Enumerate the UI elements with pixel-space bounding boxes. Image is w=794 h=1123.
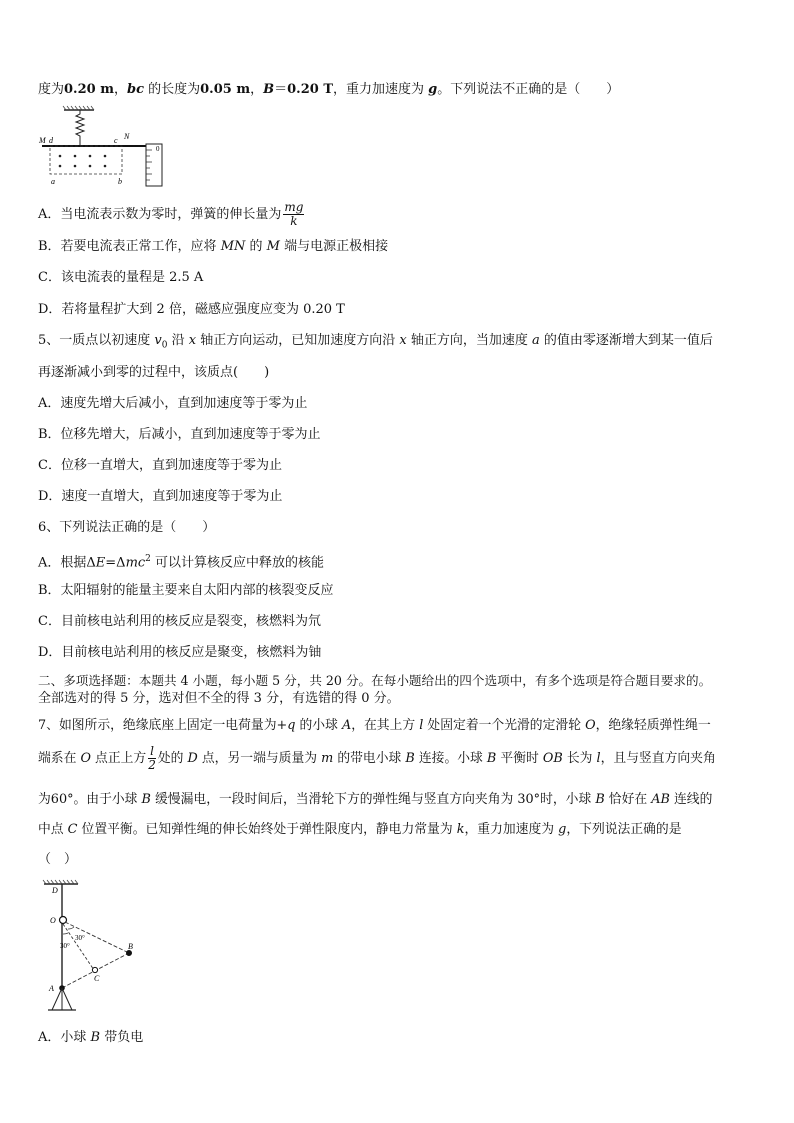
var-l: l <box>596 751 601 766</box>
label-B: B <box>128 942 133 951</box>
value-length: 0.20 m <box>64 82 114 97</box>
label-angle-30-lower: 30° <box>60 942 70 950</box>
q5-option-c: C．位移一直增大，直到加速度等于零为止 <box>38 458 282 473</box>
text: 长为 <box>562 751 597 766</box>
fraction-denominator: k <box>290 214 298 228</box>
value-field: 0.20 T <box>287 82 333 97</box>
text: 5、一质点以初速度 <box>38 333 155 348</box>
text: 中点 <box>38 822 68 837</box>
var-OB: OB <box>542 751 563 766</box>
var-l: l <box>419 718 424 733</box>
text: 为60°。由于小球 <box>38 792 142 807</box>
var-B: B <box>141 792 151 807</box>
q6-option-a <box>38 551 764 571</box>
text: 点，另一端与质量为 <box>197 751 322 766</box>
var-B: B <box>90 1030 101 1045</box>
label-O: O <box>50 916 56 925</box>
label-d: d <box>49 136 53 145</box>
text: 处的 <box>157 751 188 766</box>
fraction-l-over-2 <box>148 745 156 772</box>
label-c: c <box>114 136 118 145</box>
label-a: a <box>51 177 55 186</box>
var-B: B <box>263 82 275 97</box>
var-B: B <box>595 792 605 807</box>
q7-answer-bracket: （ ） <box>38 852 78 867</box>
var-m: m <box>321 751 334 766</box>
q4-option-d: D．若将量程扩大到 2 倍，磁感应强度应变为 0.20 T <box>38 302 345 317</box>
q4-option-b <box>38 239 764 255</box>
q7-option-a <box>38 1030 764 1046</box>
option-text: A．当电流表示数为零时，弹簧的伸长量为 <box>38 207 282 222</box>
q6-option-d: D．目前核电站利用的核反应是聚变，核燃料为铀 <box>38 645 322 660</box>
text: 沿 <box>167 333 189 348</box>
text: 处固定着一个光滑的定滑轮 <box>423 718 586 733</box>
text: 恰好在 <box>604 792 652 807</box>
text: 端系在 <box>38 751 81 766</box>
q7-stem-line2 <box>38 742 764 776</box>
q6-option-b: B．太阳辐射的能量主要来自太阳内部的核裂变反应 <box>38 583 334 598</box>
label-A: A <box>49 984 54 993</box>
q4-option-c: C．该电流表的量程是 2.5 A <box>38 270 204 285</box>
var-MN: MN <box>220 239 246 254</box>
var-g: g <box>428 82 438 97</box>
var-O: O <box>80 751 91 766</box>
var-B: B <box>405 751 415 766</box>
text: 的带电小球 <box>333 751 406 766</box>
q7-pulley-figure <box>38 878 148 1018</box>
var-a: a <box>531 333 540 348</box>
text: ， <box>250 82 264 97</box>
var-bc: bc <box>126 82 144 97</box>
text: =Δ <box>105 555 126 571</box>
label-angle-30-upper: 30° <box>75 934 85 942</box>
text: 连线的 <box>669 792 713 807</box>
text: 端与电源正极相接 <box>279 239 389 254</box>
text: 位置平衡。已知弹性绳的伸长始终处于弹性限度内，静电力常量为 <box>77 822 457 837</box>
text: A．小球 <box>38 1030 91 1045</box>
text: 轴正方向运动，已知加速度方向沿 <box>196 333 400 348</box>
text: ，在其上方 <box>351 718 420 733</box>
var-M: M <box>266 239 280 254</box>
label-M: M <box>39 136 46 145</box>
value-length: 0.05 m <box>200 82 251 97</box>
text: 。下列说法不正确的是（ ） <box>437 82 620 97</box>
text: ，下列说法正确的是 <box>566 822 682 837</box>
text: ，绝缘轻质弹性绳一 <box>595 718 711 733</box>
var-v: v <box>154 333 162 348</box>
text: ＝ <box>274 82 288 97</box>
q7-stem-line4 <box>38 822 764 838</box>
superscript-2: 2 <box>145 554 151 564</box>
fraction-numerator: mg <box>284 200 304 214</box>
text: 7、如图所示，绝缘底座上固定一电荷量为+ <box>38 718 288 733</box>
var-A: A <box>341 718 352 733</box>
text: A．根据Δ <box>38 555 96 571</box>
var-AB: AB <box>651 792 670 807</box>
q7-stem-line1 <box>38 718 764 734</box>
text: B．若要电流表正常工作，应将 <box>38 239 221 254</box>
text: 带负电 <box>100 1030 144 1045</box>
label-C: C <box>94 974 100 983</box>
text: 的长度为 <box>144 82 201 97</box>
var-k: k <box>456 822 465 837</box>
text: 的小球 <box>295 718 342 733</box>
q5-option-d: D．速度一直增大，直到加速度等于零为止 <box>38 489 283 504</box>
var-C: C <box>67 822 78 837</box>
text: 缓慢漏电，一段时间后，当滑轮下方的弹性绳与竖直方向夹角为 30°时，小球 <box>150 792 596 807</box>
label-b: b <box>118 177 122 186</box>
text: ，重力加速度为 <box>464 822 559 837</box>
var-D: D <box>187 751 198 766</box>
text: 平衡时 <box>496 751 543 766</box>
section2-instructions-line1: 二、多项选择题：本题共 4 小题，每小题 5 分，共 20 分。在每小题给出的四个选项中，有多个选项是符合题目要求的。 <box>38 673 712 688</box>
q5-option-b: B．位移先增大，后减小，直到加速度等于零为止 <box>38 427 321 442</box>
q5-option-a: A．速度先增大后减小，直到加速度等于零为止 <box>38 396 308 411</box>
fraction-denominator: 2 <box>148 758 156 772</box>
text: ，且与竖直方向夹角 <box>600 751 716 766</box>
label-D: D <box>52 886 58 895</box>
section2-instructions-line2: 全部选对的得 5 分，选对但不全的得 3 分，有选错的得 0 分。 <box>38 691 400 706</box>
var-O: O <box>585 718 596 733</box>
var-q: q <box>287 718 296 733</box>
q6-stem: 6、下列说法正确的是（ ） <box>38 520 216 535</box>
fraction-mg-over-k <box>283 201 304 228</box>
q4-ammeter-figure <box>38 104 178 190</box>
text: ，重力加速度为 <box>333 82 429 97</box>
var-x: x <box>188 333 197 348</box>
subscript-0: 0 <box>161 340 168 351</box>
var-B: B <box>486 751 497 766</box>
q5-stem-line1 <box>38 333 764 354</box>
text: 度为 <box>38 82 65 97</box>
text: 轴正方向，当加速度 <box>406 333 532 348</box>
var-E: E <box>95 555 106 571</box>
var-x: x <box>399 333 407 348</box>
text: 可以计算核反应中释放的核能 <box>150 555 325 571</box>
label-zero: 0 <box>156 145 160 153</box>
q4-option-a <box>38 200 764 230</box>
q4-stem-continuation <box>38 82 764 98</box>
fraction-numerator: l <box>150 744 154 758</box>
label-N: N <box>124 132 130 141</box>
text: 连接。小球 <box>414 751 487 766</box>
text: ， <box>113 82 127 97</box>
q7-stem-line3 <box>38 792 764 808</box>
q6-option-c: C．目前核电站利用的核反应是裂变，核燃料为氘 <box>38 614 321 629</box>
text: 的值由零逐渐增大到某一值后 <box>539 333 713 348</box>
text: 的 <box>245 239 267 254</box>
q5-stem-line2: 再逐渐减小到零的过程中，该质点( ) <box>38 365 270 380</box>
text: 点正上方 <box>90 751 147 766</box>
var-g: g <box>558 822 567 837</box>
var-mc: mc <box>125 555 146 571</box>
